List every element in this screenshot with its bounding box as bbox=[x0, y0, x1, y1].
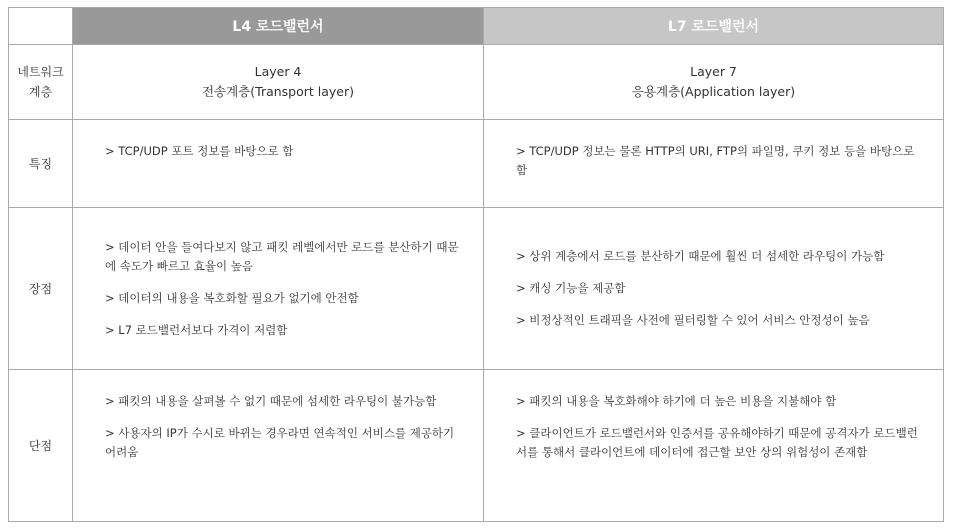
l7-advantage-item: > 비정상적인 트래픽을 사전에 필터링할 수 있어 서비스 안정성이 높음 bbox=[516, 313, 870, 327]
header-l4: L4 로드밸런서 bbox=[73, 8, 484, 45]
comparison-table bbox=[8, 7, 944, 522]
l4-network-layer-cell bbox=[73, 45, 484, 120]
l4-advantage-item: > 데이터 안을 들여다보지 않고 패킷 레벨에서만 로드를 분산하기 때문에 속도가 빠르고 효율이 높음 bbox=[105, 239, 459, 273]
header-row bbox=[9, 8, 944, 45]
l4-disadvantage-item: > 패킷의 내용을 살펴볼 수 없기 때문에 섬세한 라우팅이 불가능함 bbox=[105, 394, 437, 408]
l7-layer-desc: 응용계층(Application layer) bbox=[631, 84, 796, 99]
row-label-network-layer-line1: 네트워크 계층 bbox=[17, 65, 64, 99]
l7-disadvantages-cell bbox=[484, 370, 944, 522]
l7-disadvantage-item: > 클라이언트가 로드밸런서와 인증서를 공유해야하기 때문에 공격자가 로드밸런서를 통해서 클라이언트에 데이터에 접근할 보안 상의 위험성이 존재함 bbox=[516, 426, 918, 459]
l7-features-cell bbox=[484, 120, 944, 208]
l7-network-layer-cell bbox=[484, 45, 944, 120]
header-l7: L7 로드밸런서 bbox=[484, 8, 944, 45]
l7-advantage-item: > 상위 계층에서 로드를 분산하기 때문에 훨씬 더 섬세한 라우팅이 가능함 bbox=[516, 249, 885, 263]
table-row-advantages bbox=[9, 208, 944, 370]
l4-layer-name: Layer 4 bbox=[254, 64, 302, 79]
l4-features-cell bbox=[73, 120, 484, 208]
l7-advantages-cell bbox=[484, 208, 944, 370]
l4-feature-item: > TCP/UDP 포트 정보를 바탕으로 함 bbox=[105, 144, 294, 158]
l4-advantage-item: > L7 로드밸런서보다 가격이 저렴함 bbox=[105, 322, 288, 337]
header-blank-cell bbox=[9, 8, 73, 45]
table-row-network-layer bbox=[9, 45, 944, 120]
row-label-advantages: 장점 bbox=[9, 208, 73, 370]
l4-disadvantages-cell bbox=[73, 370, 484, 522]
row-label-disadvantages: 단점 bbox=[9, 370, 73, 522]
table-row-disadvantages bbox=[9, 370, 944, 522]
l4-layer-desc: 전송계층(Transport layer) bbox=[201, 84, 355, 99]
l7-feature-item: > TCP/UDP 정보는 물론 HTTP의 URI, FTP의 파일명, 쿠키 정보 등을 바탕으로 함 bbox=[516, 144, 915, 177]
l7-layer-name: Layer 7 bbox=[690, 64, 737, 79]
row-label-network-layer bbox=[9, 45, 73, 120]
l7-disadvantage-item: > 패킷의 내용을 복호화해야 하기에 더 높은 비용을 지불해야 함 bbox=[516, 394, 837, 408]
l4-advantage-item: > 데이터의 내용을 복호화할 필요가 없기에 안전함 bbox=[105, 290, 359, 305]
row-label-features: 특징 bbox=[9, 120, 73, 208]
l4-disadvantage-item: > 사용자의 IP가 수시로 바뀌는 경우라면 연속적인 서비스를 제공하기 어려움 bbox=[105, 426, 455, 459]
l4-advantages-cell bbox=[73, 208, 484, 370]
l7-advantage-item: > 캐싱 기능을 제공함 bbox=[516, 281, 626, 295]
table-row-features bbox=[9, 120, 944, 208]
